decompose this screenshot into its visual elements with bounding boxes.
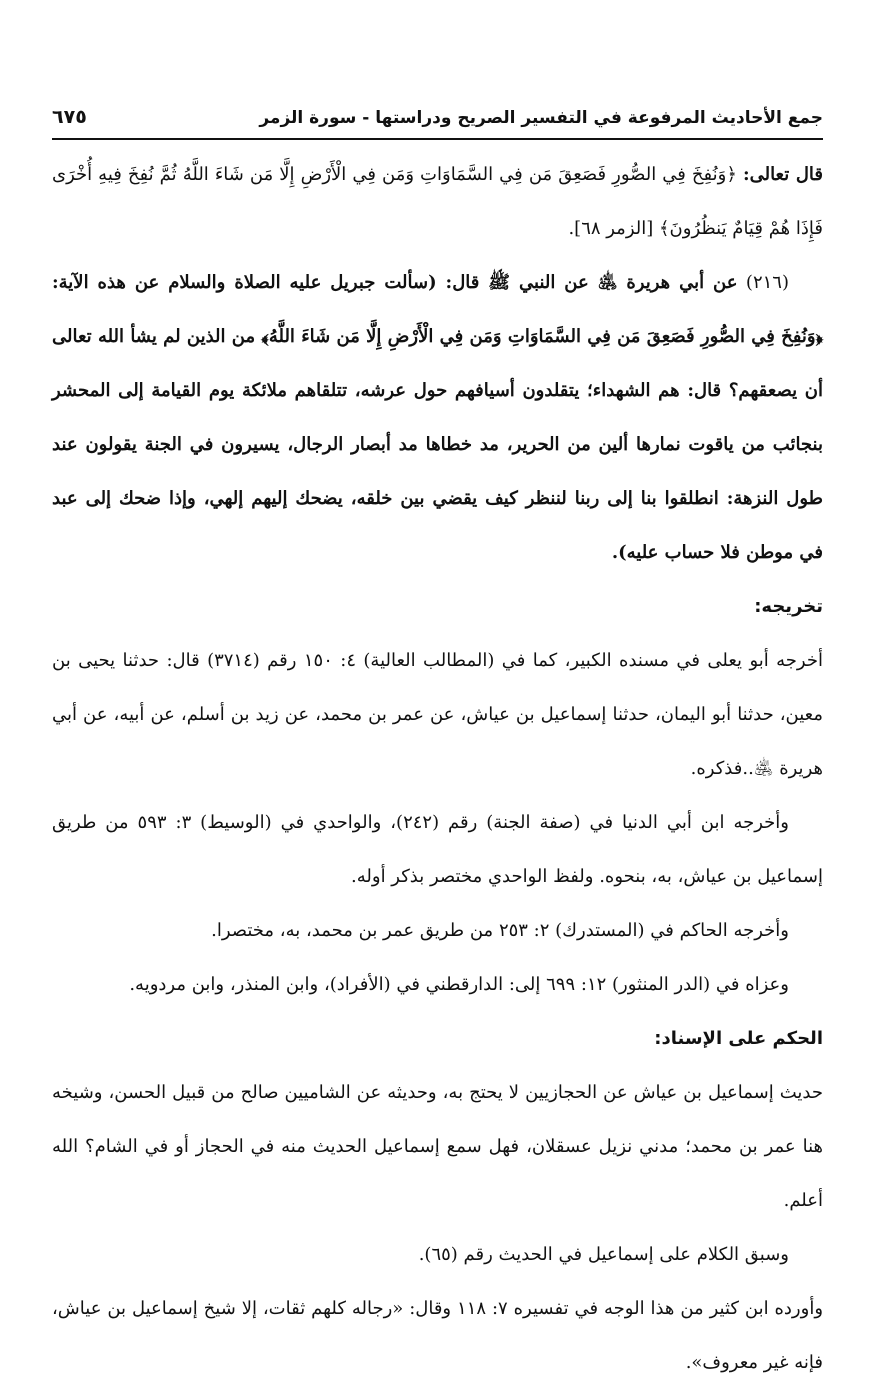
hadith-paragraph	[52, 256, 823, 580]
page-header	[52, 102, 823, 140]
running-title: جمع الأحاديث المرفوعة في التفسير الصريح ودراستها - سورة الزمر	[259, 108, 823, 128]
page-body	[52, 148, 823, 1390]
verse-label: قال تعالى:	[742, 164, 823, 185]
verse-paragraph	[52, 148, 823, 256]
takhrij-paragraph-4: وعزاه في (الدر المنثور) ١٢: ٦٩٩ إلى: الدارقطني في (الأفراد)، وابن المنذر، وابن مردويه.	[129, 974, 789, 995]
takhrij-paragraph-2: وأخرجه ابن أبي الدنيا في (صفة الجنة) رقم (٢٤٢)، والواحدي في (الوسيط) ٣: ٥٩٣ من طريق إسماعيل بن عياش، به، بنحوه. ولفظ الواحدي مختصر بذكر أوله.	[52, 812, 823, 887]
hadith-text: عن أبي هريرة ﵁ عن النبي ﷺ قال: (سألت جبريل عليه الصلاة والسلام عن هذه الآية: ﴿وَنُفِخَ فِي الصُّورِ فَصَعِقَ مَن فِي السَّمَاوَاتِ وَمَن فِي الْأَرْضِ إِلَّا مَن شَاءَ اللَّهُ﴾ من الذين لم يشأ الله تعالى أن يصعقهم؟ قال: هم الشهداء؛ يتقلدون أسيافهم حول عرشه، تتلقاهم ملائكة يوم القيامة إلى المحشر بنجائب من ياقوت نمارها ألين من الحرير، مد خطاها مد أبصار الرجال، يسيرون في الجنة يقولون عند طول النزهة: انطلقوا بنا إلى ربنا لننظر كيف يقضي بين خلقه، يضحك إليهم إلهي، وإذا ضحك إلى عبد في موطن فلا حساب عليه).	[52, 272, 823, 563]
verse-text: ﴿وَنُفِخَ فِي الصُّورِ فَصَعِقَ مَن فِي السَّمَاوَاتِ وَمَن فِي الْأَرْضِ إِلَّا مَن شَاءَ اللَّهُ ثُمَّ نُفِخَ فِيهِ أُخْرَى فَإِذَا هُمْ قِيَامٌ يَنظُرُونَ﴾ [الزمر ٦٨].	[52, 164, 823, 239]
hadith-number: (٢١٦)	[745, 272, 789, 293]
takhrij-paragraph-3: وأخرجه الحاكم في (المستدرك) ٢: ٢٥٣ من طريق عمر بن محمد، به، مختصرا.	[211, 920, 789, 941]
hukm-paragraph-2: وسبق الكلام على إسماعيل في الحديث رقم (٦٥).	[418, 1244, 789, 1265]
hukm-paragraph-3: وأورده ابن كثير من هذا الوجه في تفسيره ٧: ١١٨ وقال: «رجاله كلهم ثقات، إلا شيخ إسماعيل بن عياش، فإنه غير معروف».	[52, 1298, 824, 1373]
hukm-heading: الحكم على الإسناد:	[654, 1028, 823, 1049]
takhrij-paragraph-1: أخرجه أبو يعلى في مسنده الكبير، كما في (المطالب العالية) ٤: ١٥٠ رقم (٣٧١٤) قال: حدثنا يحيى بن معين، حدثنا أبو اليمان، حدثنا إسماعيل بن عياش، عن عمر بن محمد، عن زيد بن أسلم، عن أبيه، عن أبي هريرة ﵁..فذكره.	[52, 650, 823, 779]
takhrij-heading: تخريجه:	[754, 596, 823, 617]
hukm-paragraph-1: حديث إسماعيل بن عياش عن الحجازيين لا يحتج به، وحديثه عن الشاميين صالح من قبيل الحسن، وشيخه هنا عمر بن محمد؛ مدني نزيل عسقلان، فهل سمع إسماعيل الحديث منه في الحجاز أو في الشام؟ الله أعلم.	[52, 1082, 823, 1211]
page-number: ٦٧٥	[52, 106, 87, 128]
